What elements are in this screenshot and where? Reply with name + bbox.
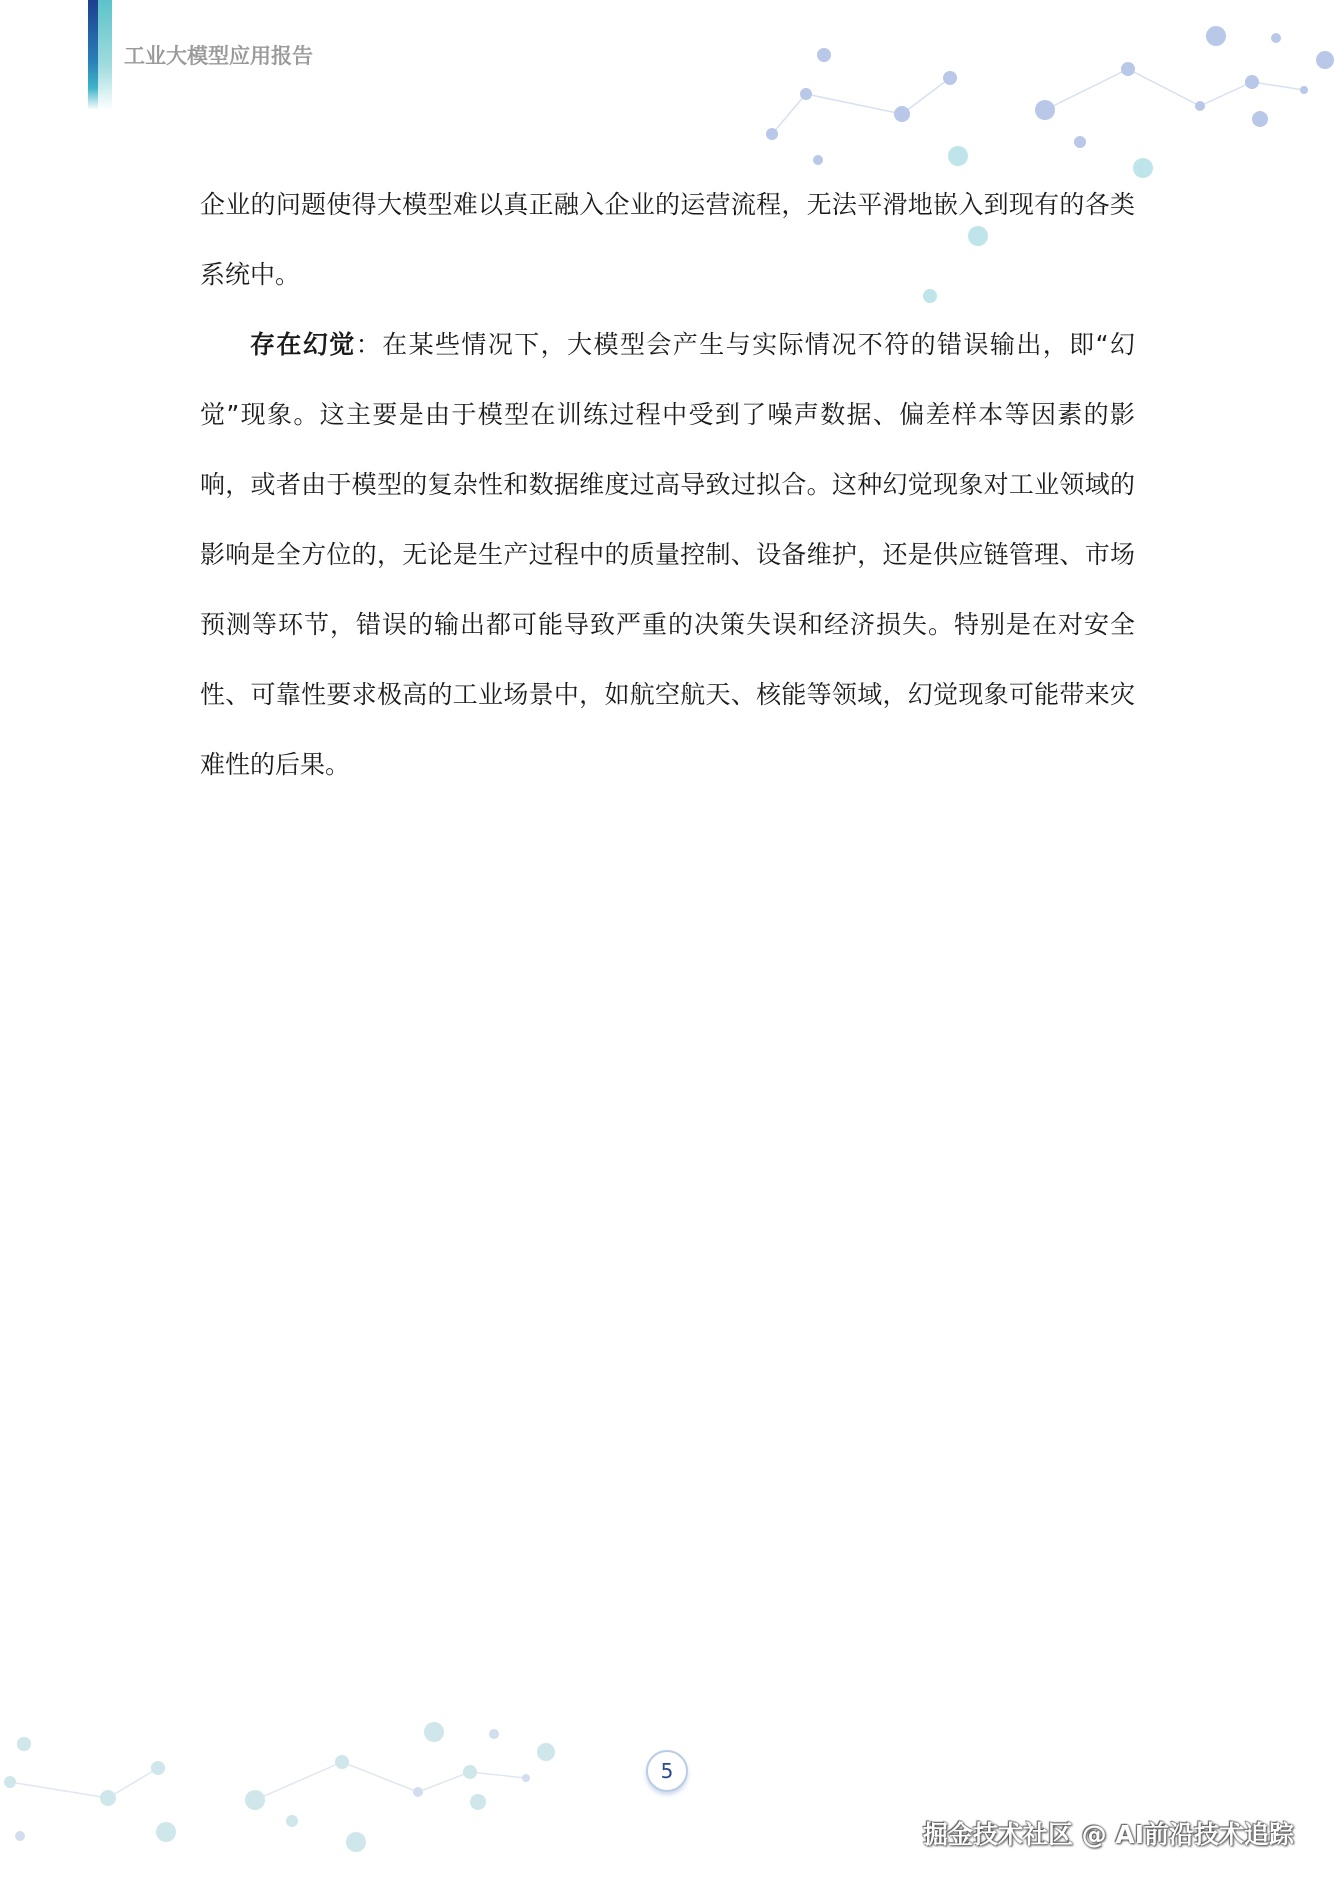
paragraph-1: 企业的问题使得大模型难以真正融入企业的运营流程，无法平滑地嵌入到现有的各类系统中。	[200, 190, 1135, 289]
body-text	[200, 170, 1135, 800]
paragraph-2	[200, 310, 1135, 800]
paragraph-2-body: 在某些情况下，大模型会产生与实际情况不符的错误输出，即“幻觉”现象。这主要是由于模型在训练过程中受到了噪声数据、偏差样本等因素的影响，或者由于模型的复杂性和数据维度过高导致过拟合。这种幻觉现象对工业领域的影响是全方位的，无论是生产过程中的质量控制、设备维护，还是供应链管理、市场预测等环节，错误的输出都可能导致严重的决策失误和经济损失。特别是在对安全性、可靠性要求极高的工业场景中，如航空航天、核能等领域，幻觉现象可能带来灾难性的后果。	[200, 330, 1135, 779]
header-title: 工业大模型应用报告	[124, 44, 313, 68]
paragraph-2-heading: 存在幻觉	[250, 330, 356, 359]
watermark: 掘金技术社区 @ AI前沿技术追踪	[922, 1820, 1294, 1849]
bottom-network-decoration	[0, 1700, 600, 1887]
paragraph-2-colon: ：	[355, 330, 383, 359]
page-number: 5	[646, 1750, 688, 1792]
